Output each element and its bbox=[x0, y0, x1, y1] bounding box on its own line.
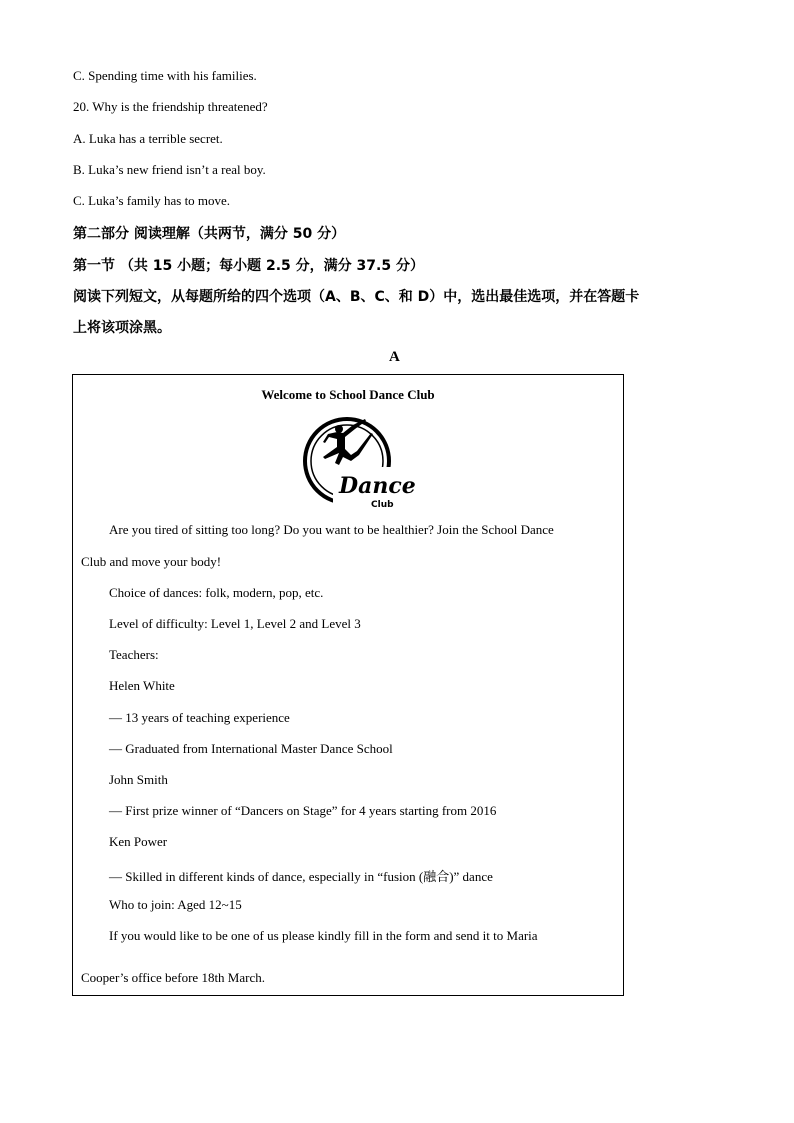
passage-label: A bbox=[389, 349, 400, 365]
teacher-1-name: Helen White bbox=[109, 678, 175, 693]
option-c-q19: C. Spending time with his families. bbox=[73, 68, 257, 83]
teacher-2-detail-1: — First prize winner of “Dancers on Stage” for 4 years starting from 2016 bbox=[109, 803, 497, 818]
option-a-q20: A. Luka has a terrible secret. bbox=[73, 131, 223, 146]
apply-line-1: If you would like to be one of us please kindly fill in the form and send it to Maria bbox=[109, 928, 538, 943]
ballerina-icon bbox=[323, 419, 373, 465]
dance-club-logo bbox=[295, 415, 416, 511]
intro-line-1: Are you tired of sitting too long? Do you want to be healthier? Join the School Dance bbox=[109, 522, 554, 537]
part-title: 第二部分 阅读理解（共两节，满分 50 分） bbox=[73, 226, 346, 242]
teacher-2-name: John Smith bbox=[109, 772, 168, 787]
intro-line-2: Club and move your body! bbox=[81, 554, 222, 569]
teacher-3-name: Ken Power bbox=[109, 834, 168, 849]
option-b-q20: B. Luka’s new friend isn’t a real boy. bbox=[73, 162, 266, 177]
teacher-3-detail-1: — Skilled in different kinds of dance, especially in “fusion (融合)” dance bbox=[109, 869, 493, 884]
who-to-join: Who to join: Aged 12~15 bbox=[109, 897, 242, 912]
apply-line-2: Cooper’s office before 18th March. bbox=[81, 970, 265, 985]
notice-title: Welcome to School Dance Club bbox=[261, 387, 435, 402]
difficulty-levels: Level of difficulty: Level 1, Level 2 and Level 3 bbox=[109, 616, 361, 631]
logo-text-main: Dance bbox=[339, 473, 416, 499]
teacher-1-detail-2: — Graduated from International Master Dance School bbox=[109, 741, 393, 756]
sub-title: 第一节 （共 15 小题；每小题 2.5 分，满分 37.5 分） bbox=[73, 258, 424, 274]
logo-text-sub: Club bbox=[371, 500, 394, 510]
dance-choices: Choice of dances: folk, modern, pop, etc. bbox=[109, 585, 324, 600]
option-c-q20: C. Luka’s family has to move. bbox=[73, 193, 231, 208]
teacher-1-detail-1: — 13 years of teaching experience bbox=[109, 710, 290, 725]
teachers-label: Teachers: bbox=[109, 647, 159, 662]
instruction-line-1: 阅读下列短文，从每题所给的四个选项（A、B、C、和 D）中，选出最佳选项，并在答题卡 bbox=[73, 289, 640, 305]
instruction-line-2: 上将该项涂黑。 bbox=[73, 320, 171, 336]
dance-club-notice bbox=[72, 374, 624, 996]
question-20: 20. Why is the friendship threatened? bbox=[73, 99, 268, 114]
